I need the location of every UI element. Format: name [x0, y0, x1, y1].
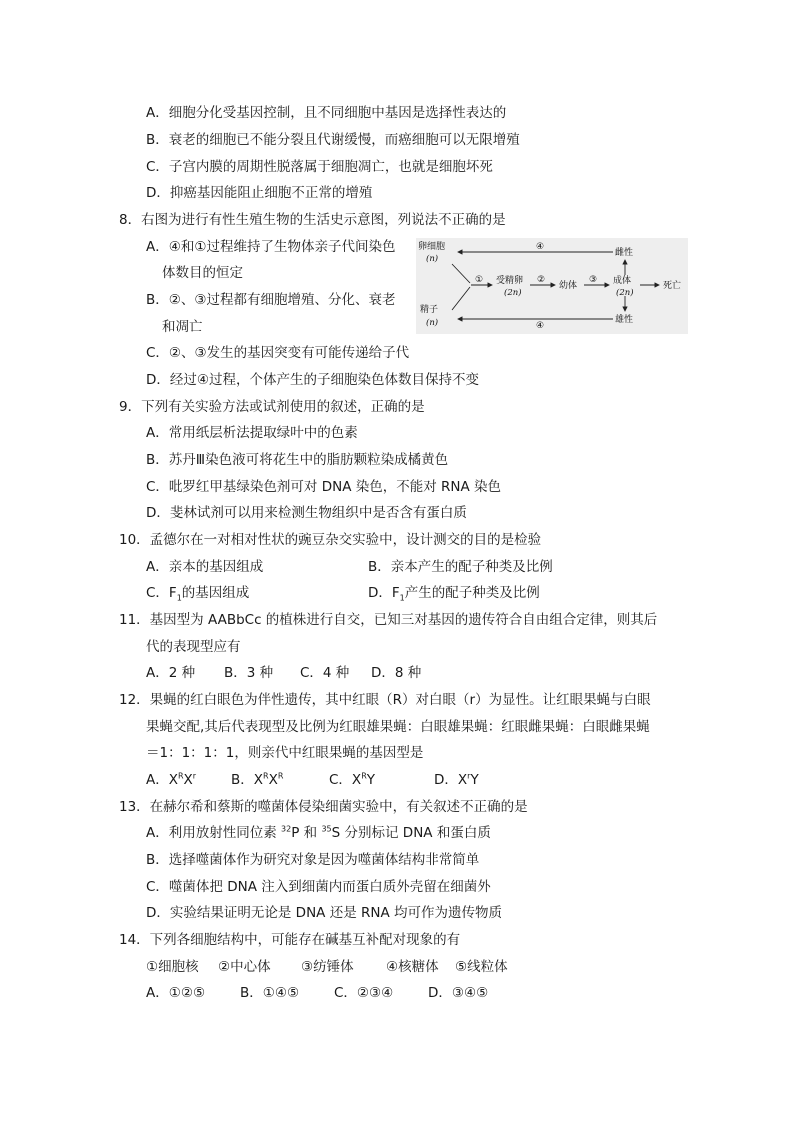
- q14-item-2: ②中心体: [218, 959, 271, 975]
- q11-option-d: D．8 种: [371, 665, 422, 681]
- life-cycle-diagram: [416, 238, 688, 334]
- diagram-sperm-ploidy: (n): [426, 318, 439, 328]
- q7-option-c: C．子宫内膜的周期性脱落属于细胞凋亡，也就是细胞坏死: [146, 159, 493, 175]
- diagram-zygote-ploidy: (2n): [504, 288, 522, 298]
- diagram-larva-label: 幼体: [559, 281, 578, 291]
- q10-option-b: B．亲本产生的配子种类及比例: [368, 559, 553, 575]
- q9-option-b: B．苏丹Ⅲ染色液可将花生中的脂肪颗粒染成橘黄色: [146, 452, 449, 468]
- q11-option-a: A．2 种: [146, 665, 196, 681]
- q14-stem: 14．下列各细胞结构中，可能存在碱基互补配对现象的有: [119, 932, 461, 948]
- q14-option-a: A．①②⑤: [146, 985, 206, 1001]
- q9-option-d: D．斐林试剂可以用来检测生物组织中是否含有蛋白质: [146, 505, 467, 521]
- q13-option-d: D．实验结果证明无论是 DNA 还是 RNA 均可作为遗传物质: [146, 905, 503, 921]
- q13-option-c: C．噬菌体把 DNA 注入到细菌内而蛋白质外壳留在细菌外: [146, 879, 491, 895]
- diagram-step-2: ②: [537, 275, 546, 285]
- q14-option-c: C．②③④: [334, 985, 394, 1001]
- q14-item-5: ⑤线粒体: [455, 959, 508, 975]
- q11-stem-line1: 11．基因型为 AABbCc 的植株进行自交，已知三对基因的遗传符合自由组合定律，则其后: [119, 612, 658, 628]
- diagram-adult-label: 成体: [613, 276, 632, 286]
- q8-option-d: D．经过④过程，个体产生的子细胞染色体数目保持不变: [146, 372, 479, 388]
- q7-option-d: D．抑癌基因能阻止细胞不正常的增殖: [146, 185, 373, 201]
- q8-option-a-line2: 体数目的恒定: [162, 265, 243, 281]
- q8-option-a-line1: A．④和①过程维持了生物体亲子代间染色: [146, 239, 396, 255]
- q8-option-c: C．②、③发生的基因突变有可能传递给子代: [146, 345, 410, 361]
- q10-option-a: A．亲本的基因组成: [146, 559, 264, 575]
- diagram-zygote-label: 受精卵: [496, 276, 524, 286]
- q9-stem: 9．下列有关实验方法或试剂使用的叙述，正确的是: [119, 399, 425, 415]
- diagram-male-label: 雄性: [615, 315, 634, 325]
- q8-option-b-line1: B．②、③过程都有细胞增殖、分化、衰老: [146, 292, 396, 308]
- q7-option-a: A．细胞分化受基因控制，且不同细胞中基因是选择性表达的: [146, 105, 507, 121]
- diagram-step-4-bottom: ④: [536, 321, 545, 331]
- diagram-adult-ploidy: (2n): [616, 288, 634, 298]
- diagram-egg-ploidy: (n): [426, 254, 439, 264]
- q11-option-b: B．3 种: [224, 665, 274, 681]
- diagram-sperm-label: 精子: [420, 305, 439, 315]
- q10-option-c: C．$F_1$的基因组成: [146, 585, 250, 603]
- q12-option-b: B．$X^RX^R$: [231, 771, 284, 788]
- diagram-death-label: 死亡: [663, 281, 682, 291]
- q12-option-d: D．$X^rY$: [434, 771, 479, 788]
- q12-option-a: A．$X^RX^r$: [146, 771, 197, 788]
- q11-option-c: C．4 种: [300, 665, 350, 681]
- q13-option-a: A．利用放射性同位素 $^{32}$P 和 $^{35}$S 分别标记 DNA 和蛋白质: [146, 824, 491, 841]
- diagram-step-1: ①: [475, 275, 484, 285]
- q12-option-c: C．$X^RY$: [329, 771, 375, 788]
- diagram-egg-label: 卵细胞: [418, 242, 446, 252]
- diagram-step-3: ③: [589, 275, 598, 285]
- q11-stem-line2: 代的表现型应有: [146, 639, 241, 655]
- q9-option-c: C．吡罗红甲基绿染色剂可对 DNA 染色，不能对 RNA 染色: [146, 479, 502, 495]
- q14-item-1: ①细胞核: [146, 959, 199, 975]
- q9-option-a: A．常用纸层析法提取绿叶中的色素: [146, 425, 358, 441]
- diagram-step-4-top: ④: [536, 242, 545, 252]
- q12-stem-line2: 果蝇交配,其后代表现型及比例为红眼雄果蝇：白眼雄果蝇：红眼雌果蝇：白眼雌果蝇: [146, 719, 650, 735]
- q10-option-d: D．$F_1$产生的配子种类及比例: [368, 585, 540, 603]
- q14-item-3: ③纺锤体: [301, 959, 354, 975]
- q14-option-d: D．③④⑤: [428, 985, 489, 1001]
- q10-stem: 10．孟德尔在一对相对性状的豌豆杂交实验中，设计测交的目的是检验: [119, 532, 542, 548]
- q8-stem: 8．右图为进行有性生殖生物的生活史示意图，列说法不正确的是: [119, 212, 506, 228]
- diagram-female-label: 雌性: [615, 248, 634, 258]
- q8-option-b-line2: 和凋亡: [162, 319, 203, 335]
- q13-stem: 13．在赫尔希和蔡斯的噬菌体侵染细菌实验中，有关叙述不正确的是: [119, 799, 528, 815]
- q7-option-b: B．衰老的细胞已不能分裂且代谢缓慢，而癌细胞可以无限增殖: [146, 132, 520, 148]
- q14-item-4: ④核糖体: [386, 959, 439, 975]
- q12-stem-line1: 12．果蝇的红白眼色为伴性遗传，其中红眼（R）对白眼（r）为显性。让红眼果蝇与白眼: [119, 692, 651, 708]
- q14-option-b: B．①④⑤: [240, 985, 300, 1001]
- q13-option-b: B．选择噬菌体作为研究对象是因为噬菌体结构非常简单: [146, 852, 480, 868]
- q12-stem-line3: ＝1：1：1：1，则亲代中红眼果蝇的基因型是: [146, 745, 424, 761]
